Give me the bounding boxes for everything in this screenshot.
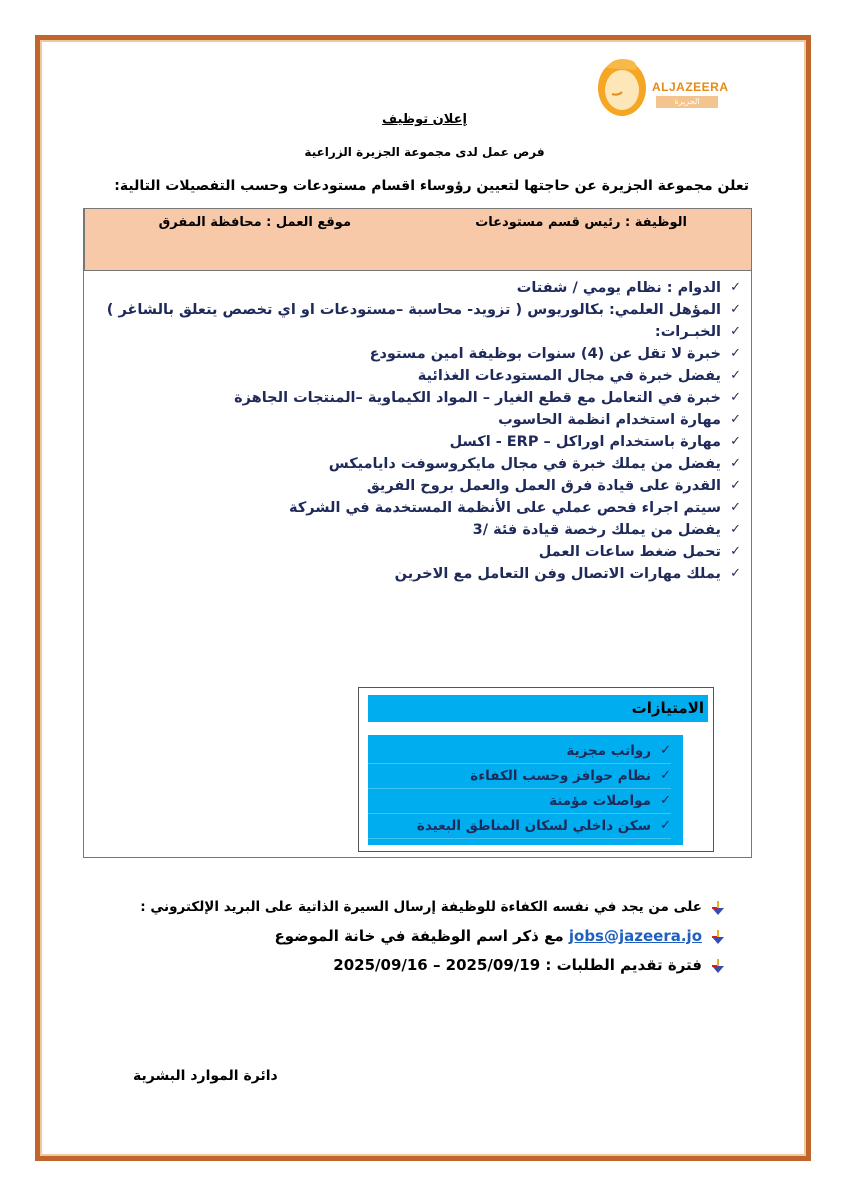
- check-icon: ✓: [730, 412, 741, 427]
- arrow-down-icon: [712, 901, 724, 915]
- check-icon: ✓: [730, 390, 741, 405]
- application-info: [140, 893, 724, 980]
- list-item: ✓ القدرة على قيادة فرق العمل والعمل بروح الفريق: [84, 475, 741, 497]
- announcement-intro: تعلن مجموعة الجزيرة عن حاجتها لتعيين رؤوساء اقسام مستودعات وحسب التفصيلات التالية:: [114, 178, 749, 194]
- list-item: ✓ الخبـرات:: [84, 321, 741, 343]
- check-icon: ✓: [730, 522, 741, 537]
- signature: دائرة الموارد البشرية: [133, 1068, 278, 1084]
- check-icon: ✓: [730, 280, 741, 295]
- check-icon: ✓: [660, 793, 671, 808]
- check-icon: ✓: [730, 434, 741, 449]
- logo-subtitle: الجزيرة: [656, 96, 718, 108]
- list-item: ✓ سيتم اجراء فحص عملي على الأنظمة المستخدمة في الشركة: [84, 497, 741, 519]
- list-item: ✓ مواصلات مؤمنة: [368, 789, 671, 814]
- check-icon: ✓: [730, 566, 741, 581]
- list-item: ✓ الدوام : نظام يومي / شفتات: [84, 277, 741, 299]
- check-icon: ✓: [660, 818, 671, 833]
- announcement-subtitle: فرص عمل لدى مجموعة الجزيرة الزراعية: [304, 145, 545, 159]
- list-item: ✓ يفضل خبرة في مجال المستودعات الغذائية: [84, 365, 741, 387]
- check-icon: ✓: [730, 544, 741, 559]
- list-item: ✓ نظام حوافز وحسب الكفاءة: [368, 764, 671, 789]
- list-item: ✓ المؤهل العلمي: بكالوريوس ( تزويد- محاسبة –مستودعات او اي تخصص يتعلق بالشاغر ): [81, 299, 741, 321]
- requirements-list: [84, 271, 751, 585]
- check-icon: ✓: [730, 346, 741, 361]
- period-value: 2025/09/16 – 2025/09/19: [333, 956, 541, 974]
- apply-instructions: على من يجد في نفسه الكفاءة للوظيفة إرسال السيرة الذاتية على البريد الإلكتروني :: [140, 893, 724, 922]
- list-item: ✓ رواتب مجزية: [368, 739, 671, 764]
- list-item: ✓ يملك مهارات الاتصال وفن التعامل مع الاخرين: [84, 563, 741, 585]
- list-item: ✓ يفضل من يملك خبرة في مجال مايكروسوفت داياميكس: [84, 453, 741, 475]
- list-item: ✓ مهارة باستخدام اوراكل – ERP - اكسل: [84, 431, 741, 453]
- benefits-title: الامتيازات: [368, 695, 708, 722]
- list-item: ✓ مهارة استخدام انظمة الحاسوب: [84, 409, 741, 431]
- check-icon: ✓: [730, 456, 741, 471]
- list-item: ✓ يفضل من يملك رخصة قيادة فئة /3: [84, 519, 741, 541]
- job-header-row: [84, 209, 751, 271]
- period-label: فترة تقديم الطلبات :: [545, 956, 702, 974]
- check-icon: ✓: [730, 478, 741, 493]
- application-period: [140, 951, 724, 980]
- job-location: موقع العمل : محافظة المفرق: [84, 209, 421, 270]
- check-icon: ✓: [730, 302, 741, 317]
- check-icon: ✓: [660, 743, 671, 758]
- check-icon: ✓: [730, 368, 741, 383]
- list-item: ✓ تحمل ضغط ساعات العمل: [84, 541, 741, 563]
- email-line: [140, 922, 724, 951]
- arrow-down-icon: [712, 959, 724, 973]
- arrow-down-icon: [712, 930, 724, 944]
- check-icon: ✓: [730, 500, 741, 515]
- email-link[interactable]: jobs@jazeera.jo: [568, 927, 702, 945]
- list-item: ✓ سكن داخلي لسكان المناطق البعيدة: [368, 814, 671, 839]
- email-suffix: مع ذكر اسم الوظيفة في خانة الموضوع: [274, 927, 564, 945]
- check-icon: ✓: [730, 324, 741, 339]
- logo-name: ALJAZEERA: [652, 80, 729, 94]
- announcement-title: إعلان توظيف: [382, 112, 467, 127]
- list-item: ✓ خبرة في التعامل مع قطع الغيار – المواد الكيماوية –المنتجات الجاهزة: [84, 387, 741, 409]
- list-item: ✓ خبرة لا تقل عن (4) سنوات بوظيفة امين مستودع: [84, 343, 741, 365]
- benefits-list: [368, 735, 683, 845]
- company-logo: [592, 50, 729, 120]
- check-icon: ✓: [660, 768, 671, 783]
- benefits-box: [358, 687, 714, 852]
- job-position: الوظيفة : رئيس قسم مستودعات: [475, 215, 687, 230]
